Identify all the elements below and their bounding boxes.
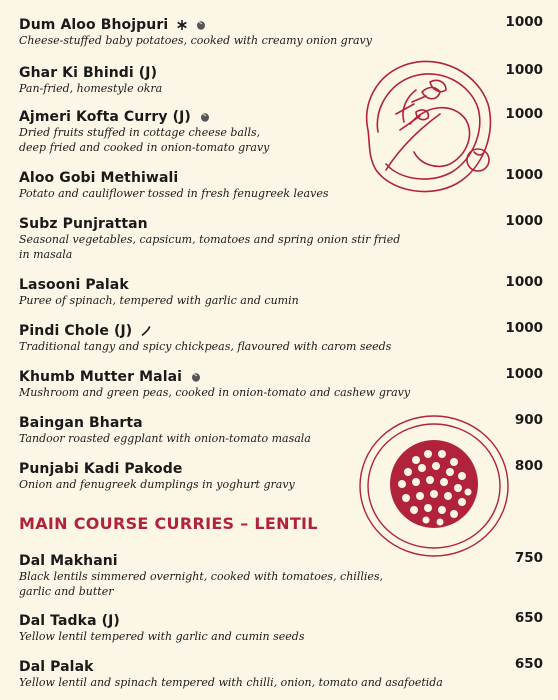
item-name: Baingan Bharta (19, 415, 143, 431)
item-price: 1000 (505, 167, 543, 183)
item-name: Lasooni Palak (19, 277, 129, 293)
menu-item-dum-aloo-bhojpuri (19, 14, 543, 48)
item-price: 650 (514, 656, 543, 672)
item-price: 1000 (505, 14, 543, 30)
menu-item-ghar-ki-bhindi (19, 62, 543, 96)
item-name: Dal Palak (19, 659, 94, 675)
item-name: Subz Punjrattan (19, 216, 148, 232)
item-name: Pindi Chole (J) (19, 323, 133, 339)
menu-item-subz-punjrattan (19, 213, 543, 262)
menu-item-punjabi-kadi-pakode (19, 458, 543, 492)
menu-item-khumb-mutter-malai (19, 366, 543, 400)
menu-item-dal-palak (19, 656, 543, 690)
nut-icon (200, 112, 210, 122)
menu-item-dal-makhani (19, 550, 543, 599)
item-description: Cheese-stuffed baby potatoes, cooked with creamy onion gravy (19, 34, 372, 47)
item-description: Pan-fried, homestyle okra (19, 82, 163, 95)
item-description-line-2: in masala (19, 248, 73, 261)
item-name: Dum Aloo Bhojpuri (19, 17, 169, 33)
item-price: 650 (514, 610, 543, 626)
item-description: Potato and cauliflower tossed in fresh fenugreek leaves (19, 187, 329, 200)
item-description-line-2: deep fried and cooked in onion-tomato gravy (19, 141, 270, 154)
section-title-lentil: MAIN COURSE CURRIES – LENTIL (19, 514, 318, 533)
item-price: 1000 (505, 320, 543, 336)
item-price: 800 (514, 458, 543, 474)
item-name: Aloo Gobi Methiwali (19, 170, 179, 186)
item-description: Mushroom and green peas, cooked in onion-tomato and cashew gravy (19, 386, 411, 399)
spicy-star-icon (177, 20, 187, 30)
item-price: 1000 (505, 366, 543, 382)
menu-item-aloo-gobi-methiwali (19, 167, 543, 201)
menu-item-ajmeri-kofta-curry (19, 106, 543, 155)
menu-item-pindi-chole (19, 320, 543, 354)
item-description: Yellow lentil tempered with garlic and cumin seeds (19, 630, 305, 643)
item-description: Onion and fenugreek dumplings in yoghurt gravy (19, 478, 295, 491)
item-description: Tandoor roasted eggplant with onion-tomato masala (19, 432, 311, 445)
item-name: Ajmeri Kofta Curry (J) (19, 109, 191, 125)
item-price: 1000 (505, 274, 543, 290)
item-description-line-1: Black lentils simmered overnight, cooked with tomatoes, chillies, (19, 570, 384, 583)
item-price: 1000 (505, 106, 543, 122)
item-price: 1000 (505, 213, 543, 229)
item-name: Dal Tadka (J) (19, 613, 120, 629)
item-description-line-1: Seasonal vegetables, capsicum, tomatoes and spring onion stir fried (19, 233, 401, 246)
item-description-line-1: Dried fruits stuffed in cottage cheese balls, (19, 126, 261, 139)
item-description: Traditional tangy and spicy chickpeas, flavoured with carom seeds (19, 340, 392, 353)
item-description: Yellow lentil and spinach tempered with chilli, onion, tomato and asafoetida (19, 676, 443, 689)
item-price: 750 (514, 550, 543, 566)
nut-icon (191, 372, 201, 382)
item-name: Khumb Mutter Malai (19, 369, 183, 385)
item-description: Puree of spinach, tempered with garlic and cumin (19, 294, 299, 307)
item-name: Dal Makhani (19, 553, 118, 569)
menu-item-lasooni-palak (19, 274, 543, 308)
item-name: Punjabi Kadi Pakode (19, 461, 183, 477)
nut-icon (196, 20, 206, 30)
item-name: Ghar Ki Bhindi (J) (19, 65, 158, 81)
item-price: 900 (514, 412, 543, 428)
item-description-line-2: garlic and butter (19, 585, 114, 598)
item-price: 1000 (505, 62, 543, 78)
menu-item-dal-tadka (19, 610, 543, 644)
chilli-icon (141, 326, 151, 336)
menu-item-baingan-bharta (19, 412, 543, 446)
